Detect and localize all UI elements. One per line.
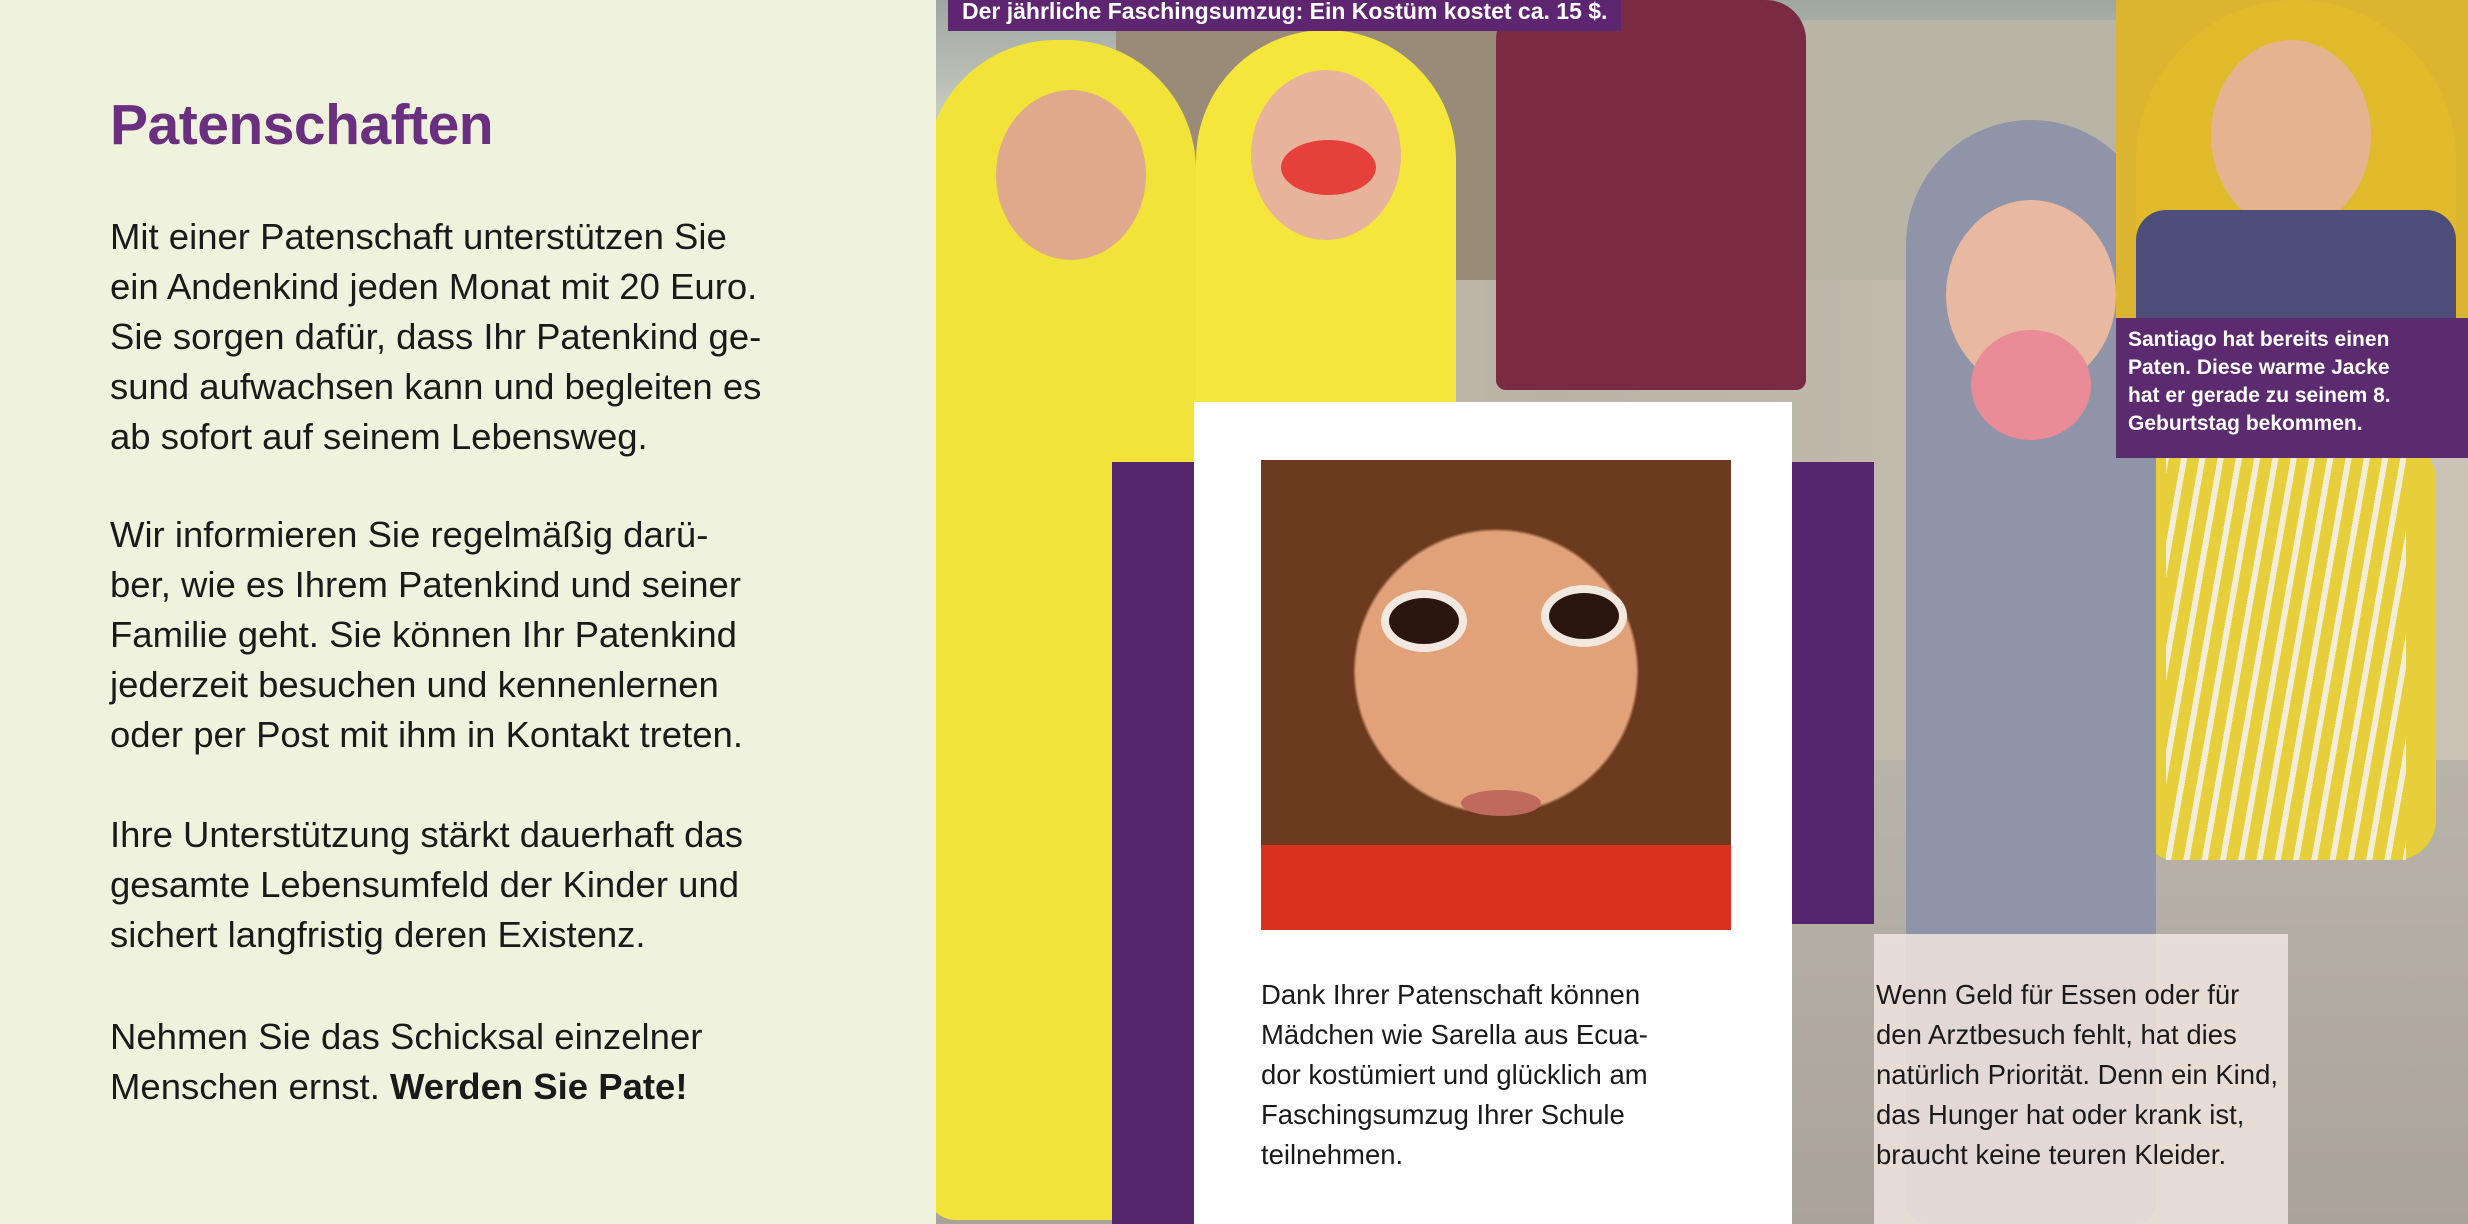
text-column (0, 0, 936, 1224)
portrait-eye (1541, 585, 1627, 647)
caption-line: den Arztbesuch fehlt, hat dies (1876, 1019, 2237, 1050)
portrait-eye (1381, 590, 1467, 652)
page-heading: Patenschaften (110, 93, 494, 157)
text-fragment: Menschen ernst. (110, 1066, 390, 1107)
text-line: Mit einer Patenschaft unterstützen Sie (110, 216, 727, 257)
photo-costume-fringe (2166, 440, 2406, 860)
caption-line: natürlich Priorität. Denn ein Kind, (1876, 1059, 2279, 1090)
photo-adult-figure (1496, 0, 1806, 390)
paragraph-support (110, 810, 910, 960)
inset-child-face (2211, 40, 2371, 230)
text-line: Sie sorgen dafür, dass Ihr Patenkind ge- (110, 316, 762, 357)
text-line: gesamte Lebensumfeld der Kinder und (110, 864, 740, 905)
text-line: jederzeit besuchen und kennenlernen (110, 664, 719, 705)
portrait-red-shirt (1261, 845, 1731, 930)
paragraph-call-to-action (110, 1012, 910, 1112)
caption-line: braucht keine teuren Kleider. (1876, 1139, 2227, 1170)
caption-line: Santiago hat bereits einen (2128, 328, 2390, 351)
text-line (110, 1062, 910, 1112)
text-line: Familie geht. Sie können Ihr Patenkind (110, 614, 737, 655)
photo-collage (936, 0, 2468, 1224)
caption-line: hat er gerade zu seinem 8. (2128, 384, 2391, 407)
portrait-photo (1261, 460, 1731, 930)
caption-line: das Hunger hat oder krank ist, (1876, 1099, 2245, 1130)
photo-costume-beak (1281, 140, 1376, 195)
caption-line: Mädchen wie Sarella aus Ecua- (1261, 1019, 1648, 1050)
right-caption (1876, 975, 2296, 1175)
paragraph-sponsorship (110, 212, 910, 462)
card-caption (1261, 975, 1731, 1175)
caption-line: Wenn Geld für Essen oder für (1876, 979, 2240, 1010)
text-line: oder per Post mit ihm in Kontakt treten. (110, 714, 743, 755)
caption-line: dor kostümiert und glücklich am (1261, 1059, 1648, 1090)
caption-line: teilnehmen. (1261, 1139, 1404, 1170)
text-line: sichert langfristig deren Existenz. (110, 914, 646, 955)
text-line: Ihre Unterstützung stärkt dauerhaft das (110, 814, 744, 855)
text-line: sund aufwachsen kann und begleiten es (110, 366, 762, 407)
caption-line: Geburtstag bekommen. (2128, 412, 2363, 435)
photo-costume-mask (1971, 330, 2091, 440)
text-line: ein Andenkind jeden Monat mit 20 Euro. (110, 266, 758, 307)
photo-top-caption: Der jährliche Faschingsumzug: Ein Kostüm kostet ca. 15 $. (948, 0, 1621, 31)
caption-line: Faschingsumzug Ihrer Schule (1261, 1099, 1625, 1130)
text-line: Wir informieren Sie regelmäßig darü- (110, 514, 709, 555)
purple-accent-bar (1112, 462, 1194, 1224)
text-line: ab sofort auf seinem Lebensweg. (110, 416, 648, 457)
inset-caption (2116, 318, 2468, 458)
text-line: ber, wie es Ihrem Patenkind und seiner (110, 564, 741, 605)
cta-text: Werden Sie Pate! (389, 1066, 688, 1107)
inset-photo (2116, 0, 2468, 458)
caption-line: Paten. Diese warme Jacke (2128, 356, 2390, 379)
caption-line: Dank Ihrer Patenschaft können (1261, 979, 1641, 1010)
paragraph-information (110, 510, 910, 760)
purple-accent-bar (1792, 462, 1874, 924)
photo-child-face (996, 90, 1146, 260)
text-line: Nehmen Sie das Schicksal einzelner (110, 1016, 703, 1057)
portrait-mouth (1461, 790, 1541, 816)
